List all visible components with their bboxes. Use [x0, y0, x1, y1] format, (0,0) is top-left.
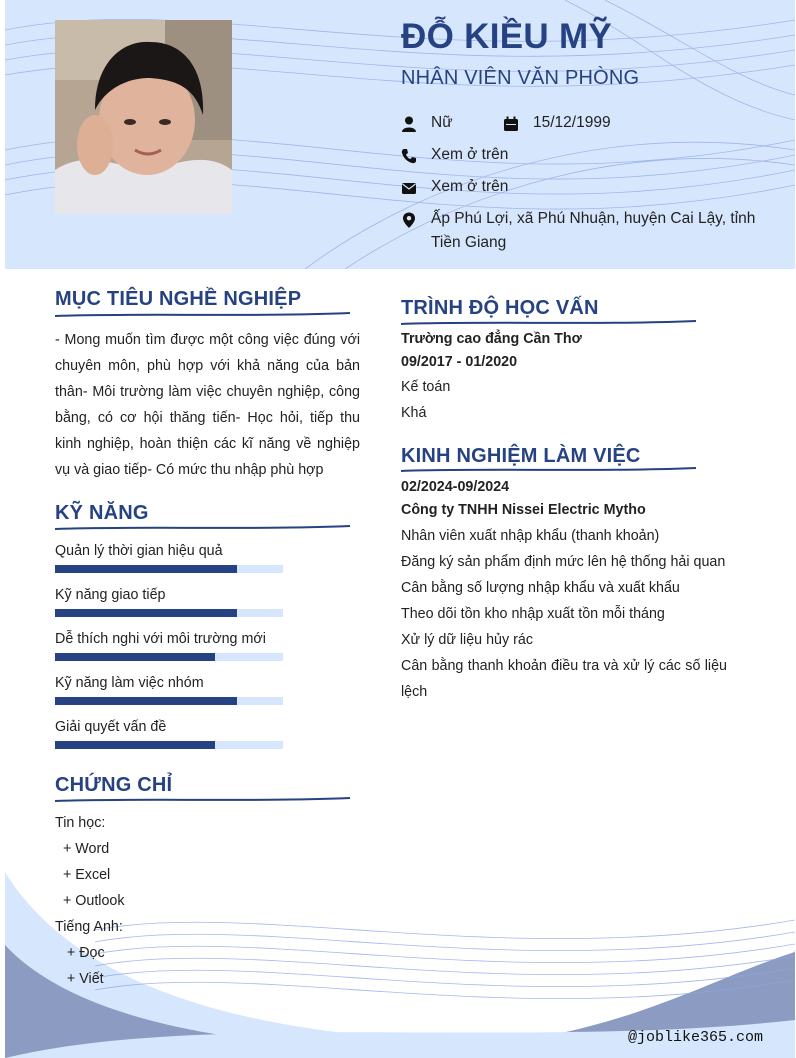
phone-row: [401, 147, 508, 167]
credit-text: @joblike365.com: [627, 1029, 763, 1046]
map-marker-icon: [401, 212, 417, 228]
skill-label: Quản lý thời gian hiệu quả: [55, 543, 223, 559]
experience-line: Cân bằng thanh khoản điều tra và xử lý các số liệu lệch: [401, 658, 727, 700]
experience-company: Công ty TNHH Nissei Electric Mytho: [401, 502, 646, 518]
education-school: Trường cao đẳng Cần Thơ: [401, 331, 582, 347]
user-icon: [401, 116, 417, 132]
education-title: TRÌNH ĐỘ HỌC VẤN: [401, 297, 599, 319]
certificate-line: + Đọc: [55, 945, 105, 961]
objective-title: MỤC TIÊU NGHỀ NGHIỆP: [55, 288, 302, 310]
certificate-line: Tin học:: [55, 815, 106, 831]
gender-value: Nữ: [431, 114, 453, 131]
certificate-line: + Outlook: [55, 893, 125, 909]
address-row: [401, 211, 771, 255]
phone-value: Xem ở trên: [431, 146, 509, 163]
experience-line: Đăng ký sản phẩm định mức lên hệ thống hải quan: [401, 554, 726, 570]
birthday-row: [503, 115, 611, 135]
envelope-icon: [401, 180, 417, 196]
certificates-title: CHỨNG CHỈ: [55, 774, 173, 796]
certificates-underline: [55, 796, 350, 804]
skill-bar: [55, 741, 283, 749]
experience-line: Xử lý dữ liệu hủy rác: [401, 632, 533, 648]
education-grade: Khá: [401, 405, 427, 421]
skill-label: Kỹ năng làm việc nhóm: [55, 675, 204, 691]
skill-label: Kỹ năng giao tiếp: [55, 587, 166, 603]
candidate-name: ĐỖ KIỀU MỸ: [401, 17, 613, 56]
email-value: Xem ở trên: [431, 178, 509, 195]
skill-bar: [55, 609, 283, 617]
skill-bar-fill: [55, 565, 237, 573]
address-value: Ấp Phú Lợi, xã Phú Nhuận, huyện Cai Lậy, tỉnh Tiền Giang: [431, 210, 756, 251]
birthday-value: 15/12/1999: [533, 114, 611, 131]
certificate-line: + Excel: [55, 867, 111, 883]
skills-underline: [55, 524, 350, 532]
skill-bar: [55, 697, 283, 705]
skill-bar-fill: [55, 609, 237, 617]
experience-underline: [401, 466, 696, 474]
certificate-line: Tiếng Anh:: [55, 919, 123, 935]
skill-bar-fill: [55, 697, 237, 705]
experience-line: Nhân viên xuất nhập khẩu (thanh khoản): [401, 528, 660, 544]
objective-underline: [55, 311, 350, 319]
experience-period: 02/2024-09/2024: [401, 479, 510, 495]
skill-bar: [55, 653, 283, 661]
experience-line: Cân bằng số lượng nhập khẩu và xuất khẩu: [401, 580, 680, 596]
experience-title: KINH NGHIỆM LÀM VIỆC: [401, 445, 641, 467]
cv-page: [5, 0, 795, 1058]
skill-bar-fill: [55, 653, 215, 661]
objective-text: - Mong muốn tìm được một công việc đúng với chuyên môn, phù hợp với khả năng của bản thân- Môi trường làm việc chuyên nghiệp, công bằng, có cơ hội thăng tiến- Học hỏi, tiếp thu kinh nghiệp, hoàn thiện các kĩ năng về nghiệp vụ và giao tiếp- Có mức thu nhập phù hợp: [55, 332, 360, 478]
education-major: Kế toán: [401, 379, 451, 395]
calendar-icon: [503, 116, 519, 132]
certificate-line: + Word: [55, 841, 110, 857]
skill-label: Dễ thích nghi với môi trường mới: [55, 631, 266, 647]
candidate-position: NHÂN VIÊN VĂN PHÒNG: [401, 67, 640, 89]
cv-header: [5, 0, 795, 269]
email-row: [401, 179, 508, 199]
education-period: 09/2017 - 01/2020: [401, 354, 518, 370]
gender-row: [401, 115, 453, 135]
education-underline: [401, 319, 696, 327]
skill-label: Giải quyết vấn đề: [55, 719, 167, 735]
certificate-line: + Viết: [55, 971, 104, 987]
experience-line: Theo dõi tồn kho nhập xuất tồn mỗi tháng: [401, 606, 665, 622]
skill-bar: [55, 565, 283, 573]
profile-photo: [55, 20, 232, 214]
skills-title: KỸ NĂNG: [55, 502, 149, 524]
skill-bar-fill: [55, 741, 215, 749]
phone-icon: [401, 148, 417, 164]
